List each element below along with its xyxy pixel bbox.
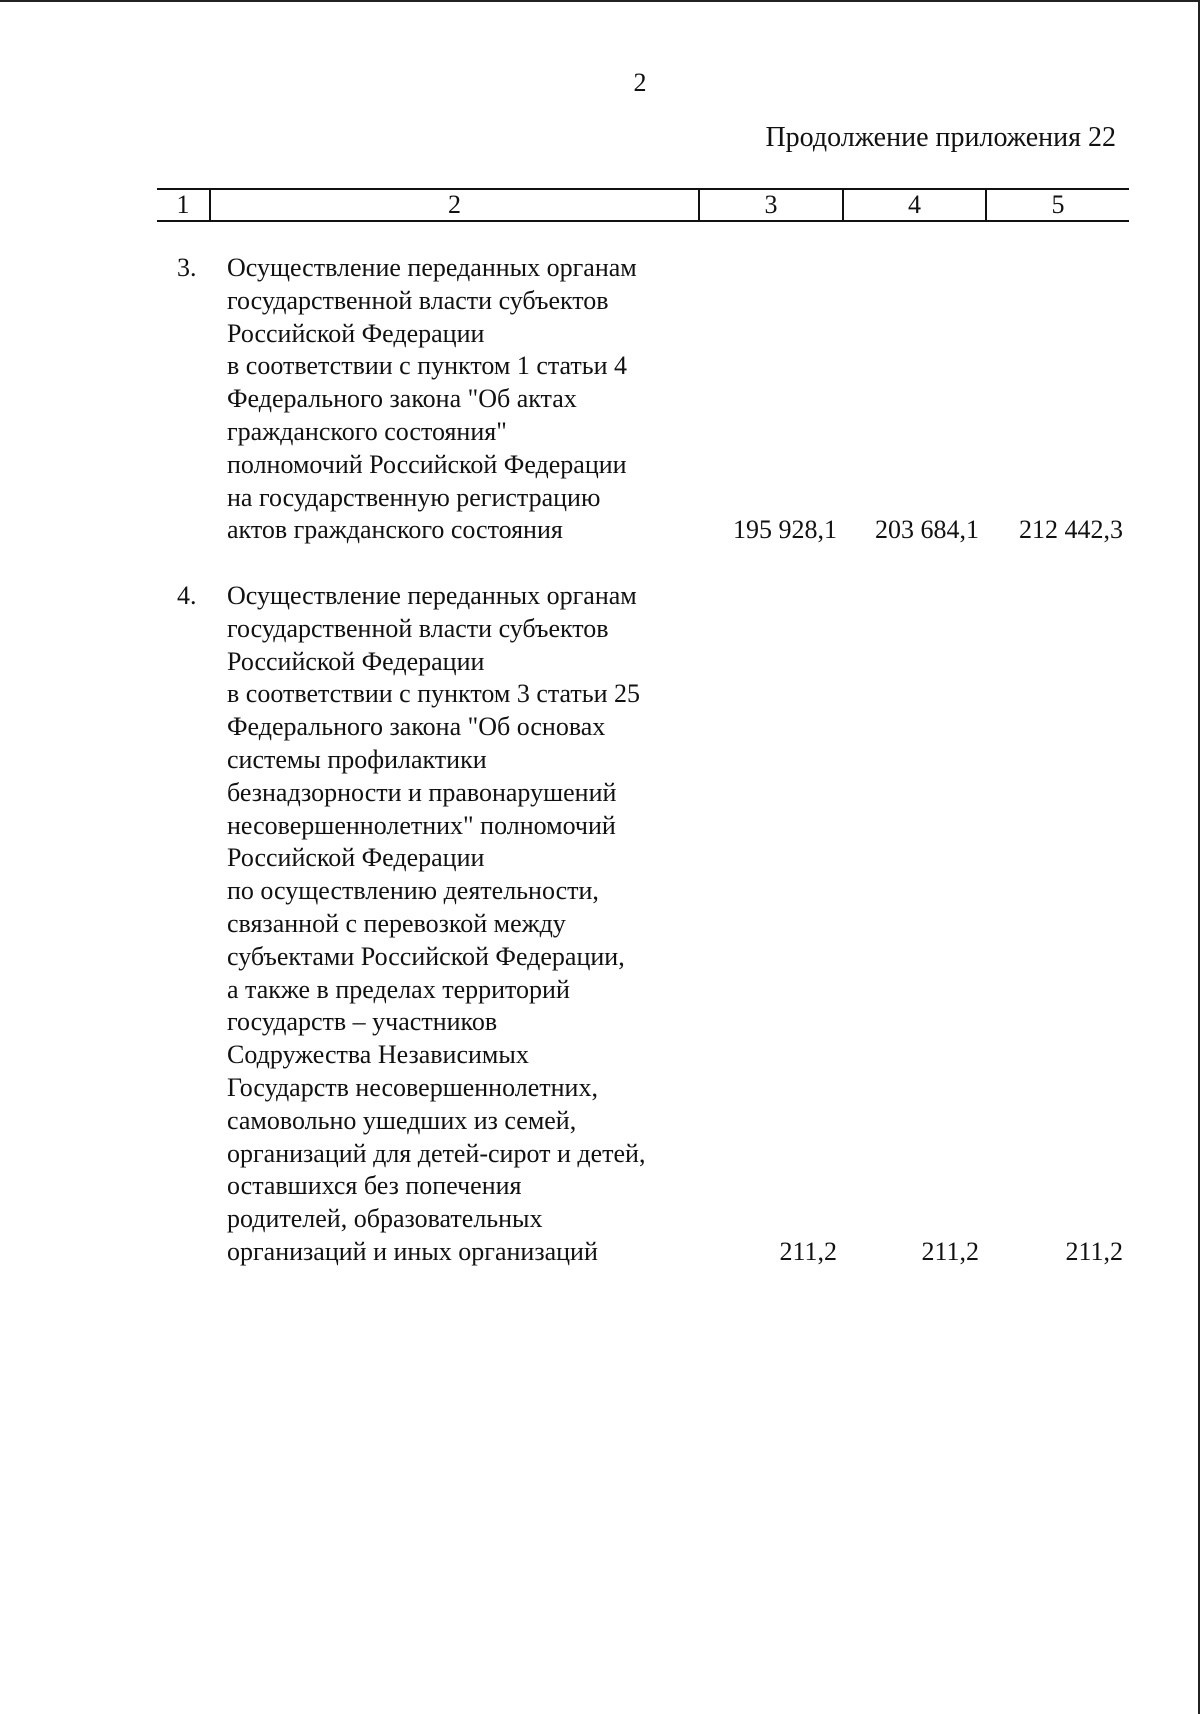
description-line: в соответствии с пунктом 1 статьи 4 (227, 351, 628, 381)
description-line: самовольно ушедших из семей, (227, 1105, 577, 1135)
header-cell-4: 4 (842, 190, 985, 220)
row-number: 3. (177, 253, 197, 282)
header-cell-5: 5 (985, 190, 1129, 220)
description-line: безнадзорности и правонарушений (227, 777, 617, 807)
value-col-5: 211,2 (1065, 1237, 1123, 1266)
description-line: актов гражданского состояния (227, 515, 563, 545)
description-line: организаций для детей-сирот и детей, (227, 1138, 646, 1168)
page-number: 2 (633, 68, 647, 97)
continuation-title: Продолжение приложения 22 (765, 122, 1116, 153)
description-line: организаций и иных организаций (227, 1236, 598, 1266)
description-line: на государственную регистрацию (227, 482, 601, 512)
description-line: гражданского состояния" (227, 416, 507, 446)
description-line: а также в пределах территорий (227, 974, 570, 1004)
value-col-3: 195 928,1 (733, 515, 837, 545)
description-line: Российской Федерации (227, 843, 485, 873)
description-line: Осуществление переданных органам (227, 253, 637, 282)
value-col-4: 203 684,1 (875, 515, 979, 545)
value-col-3: 211,2 (779, 1237, 837, 1266)
row-description (227, 580, 707, 1269)
description-line: Российской Федерации (227, 646, 485, 676)
row-description (227, 252, 707, 547)
table-header (157, 188, 1129, 222)
description-line: оставшихся без попечения (227, 1171, 522, 1201)
description-line: Государств несовершеннолетних, (227, 1072, 598, 1102)
description-line: государственной власти субъектов (227, 613, 609, 643)
description-line: Федерального закона "Об актах (227, 384, 577, 414)
description-line: полномочий Российской Федерации (227, 449, 627, 479)
description-line: родителей, образовательных (227, 1204, 543, 1234)
description-line: по осуществлению деятельности, (227, 876, 599, 906)
description-line: государств – участников (227, 1007, 498, 1037)
description-line: Российской Федерации (227, 318, 485, 348)
description-line: государственной власти субъектов (227, 285, 609, 315)
description-line: системы профилактики (227, 744, 487, 774)
description-line: Содружества Независимых (227, 1040, 529, 1070)
row-number: 4. (177, 581, 197, 610)
description-line: Федерального закона "Об основах (227, 712, 606, 742)
header-cell-1: 1 (176, 190, 190, 219)
value-col-5: 212 442,3 (1019, 515, 1123, 545)
description-line: связанной с перевозкой между (227, 908, 566, 938)
description-line: несовершеннолетних" полномочий (227, 810, 616, 840)
description-line: в соответствии с пунктом 3 статьи 25 (227, 679, 641, 709)
description-line: субъектами Российской Федерации, (227, 941, 625, 971)
header-cell-2: 2 (209, 190, 698, 220)
description-line: Осуществление переданных органам (227, 581, 637, 610)
value-col-4: 211,2 (921, 1237, 979, 1266)
header-cell-3: 3 (698, 190, 842, 220)
